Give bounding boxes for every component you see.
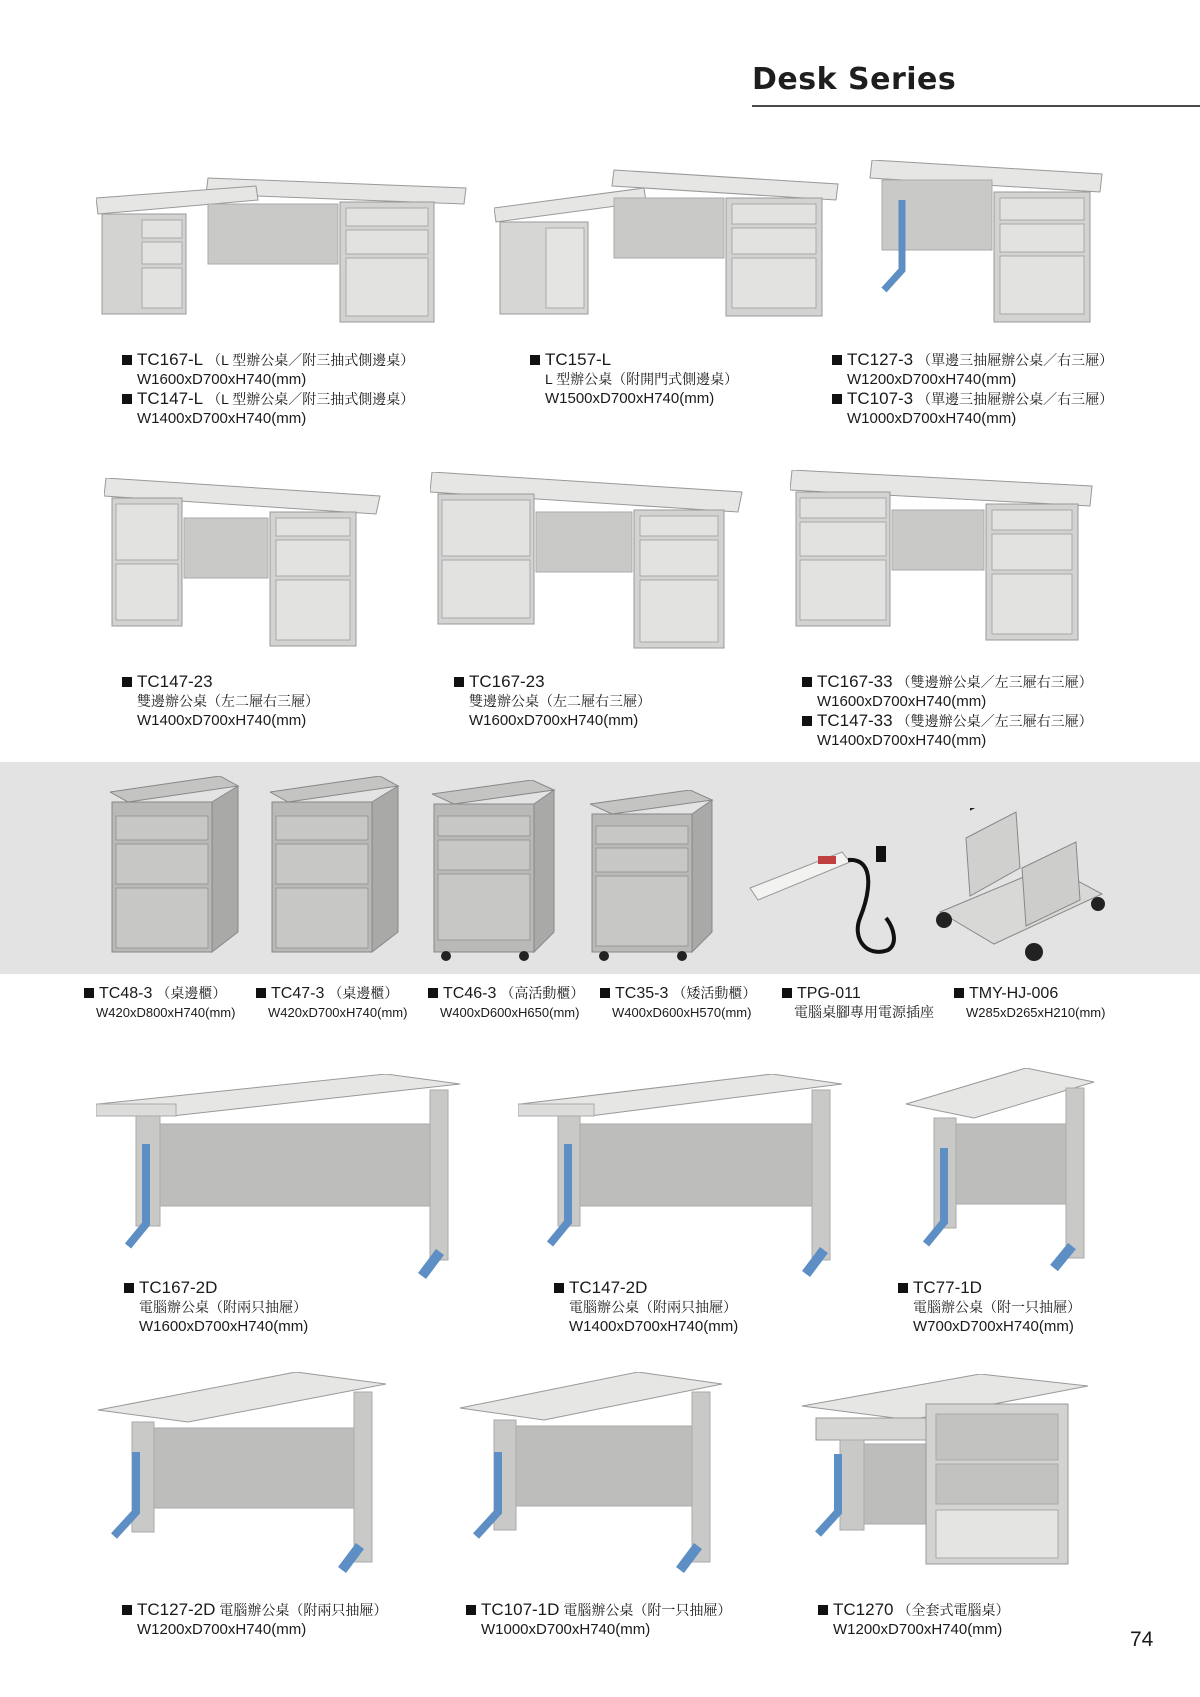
caption-tc167-2d [124,1278,308,1336]
caption-tc167-33 [802,672,1093,750]
product-description: 電腦桌腳專用電源插座 [794,1004,934,1020]
square-bullet-icon [122,355,132,365]
product-code: TC167-33 [817,672,893,691]
caption-line [466,1600,731,1620]
caption-tc47-3 [256,984,407,1022]
square-bullet-icon [124,1283,134,1293]
tmy-hj-006-cpu-stand-image [930,808,1110,964]
caption-tc167-l [122,350,414,428]
square-bullet-icon [122,677,132,687]
product-dimensions: W1600xD700xH740(mm) [139,1318,309,1335]
square-bullet-icon [818,1605,828,1615]
product-code: TC47-3 [271,985,325,1002]
square-bullet-icon [466,1605,476,1615]
product-description: （雙邊辦公桌／左三屜右三屜） [896,674,1093,690]
product-code: TC77-1D [913,1278,982,1297]
caption-line [256,984,407,1003]
product-code: TMY-HJ-006 [969,985,1059,1002]
product-code: TC35-3 [615,985,669,1002]
caption-line [122,1600,387,1620]
tc127-2d-desk-image [96,1372,390,1578]
product-dimensions: W1400xD700xH740(mm) [817,732,987,749]
caption-line [84,984,235,1003]
product-dimensions: W1400xD700xH740(mm) [137,712,307,729]
square-bullet-icon [256,988,266,998]
caption-tc107-1d [466,1600,731,1639]
product-dimensions: W1200xD700xH740(mm) [137,1621,307,1638]
product-description: 電腦辦公桌（附兩只抽屜） [569,1299,737,1315]
tc1270-desk-image [800,1374,1090,1574]
product-dimensions: W285xD265xH210(mm) [966,1005,1106,1020]
tc147-23-desk-image [104,478,384,654]
caption-line [782,984,934,1003]
tc167-l-desk-image [96,168,476,330]
product-description: 電腦辦公桌（附一只抽屜） [913,1299,1081,1315]
product-description: （全套式電腦桌） [897,1602,1010,1618]
page-number: 74 [1130,1628,1154,1651]
product-description: （單邊三抽屜辦公桌／右三屜） [917,352,1114,368]
caption-line [802,672,1093,692]
product-dimensions: W1600xD700xH740(mm) [469,712,639,729]
product-code: TC167-23 [469,672,545,691]
caption-tc77-1d [898,1278,1081,1336]
tpg-011-power-strip-image [748,838,904,964]
product-dimensions: W420xD700xH740(mm) [268,1005,408,1020]
square-bullet-icon [428,988,438,998]
product-description: L 型辦公桌（附開門式側邊桌） [545,371,739,387]
square-bullet-icon [954,988,964,998]
caption-tc127-3 [832,350,1113,428]
product-dimensions: W1600xD700xH740(mm) [137,371,307,388]
product-code: TC157-L [545,350,612,369]
caption-line [454,672,651,692]
square-bullet-icon [122,1605,132,1615]
tc47-3-pedestal-image [270,776,400,962]
square-bullet-icon [802,716,812,726]
product-dimensions: W1200xD700xH740(mm) [833,1621,1003,1638]
tc107-1d-desk-image [458,1372,726,1578]
product-dimensions: W1600xD700xH740(mm) [817,693,987,710]
caption-line [554,1278,738,1298]
product-code: TC46-3 [443,985,497,1002]
product-description: 雙邊辦公桌（左二屜右三屜） [469,693,651,709]
square-bullet-icon [782,988,792,998]
square-bullet-icon [832,394,842,404]
caption-tc127-2d [122,1600,387,1639]
product-description: （桌邊櫃） [156,985,227,1001]
caption-line [122,350,414,370]
square-bullet-icon [122,394,132,404]
product-description: 電腦辦公桌（附兩只抽屜） [219,1602,388,1618]
product-code: TC107-1D [481,1600,560,1619]
product-dimensions: W1200xD700xH740(mm) [847,371,1017,388]
product-code: TC48-3 [99,985,153,1002]
product-description: 雙邊辦公桌（左二屜右三屜） [137,693,319,709]
tc48-3-pedestal-image [110,776,240,962]
product-code: TC1270 [833,1600,894,1619]
product-dimensions: W1000xD700xH740(mm) [847,410,1017,427]
product-description: （高活動櫃） [500,985,585,1001]
product-dimensions: W400xD600xH570(mm) [612,1005,752,1020]
product-dimensions: W1400xD700xH740(mm) [569,1318,739,1335]
product-description: （單邊三抽屜辦公桌／右三屜） [917,391,1114,407]
caption-tpg-011 [782,984,934,1022]
caption-tc46-3 [428,984,584,1022]
product-code: TC147-33 [817,711,893,730]
caption-line [832,350,1113,370]
caption-tc48-3 [84,984,235,1022]
product-code: TPG-011 [797,985,861,1002]
title-underline [752,105,1200,107]
caption-line [802,711,1093,731]
tc147-2d-desk-image [518,1074,844,1286]
tc35-3-mobile-pedestal-image [590,790,714,962]
product-code: TC147-23 [137,672,213,691]
caption-tc167-23 [454,672,651,730]
product-code: TC127-3 [847,350,914,369]
product-description: （L 型辦公桌／附三抽式側邊桌） [207,352,415,368]
square-bullet-icon [530,355,540,365]
product-dimensions: W1400xD700xH740(mm) [137,410,307,427]
caption-line [818,1600,1009,1620]
tc127-3-desk-image [862,160,1107,330]
product-dimensions: W400xD600xH650(mm) [440,1005,580,1020]
product-description: （L 型辦公桌／附三抽式側邊桌） [207,391,415,407]
caption-tc157-l [530,350,738,408]
caption-line [600,984,756,1003]
product-dimensions: W700xD700xH740(mm) [913,1318,1074,1335]
tc46-3-mobile-pedestal-image [432,780,556,962]
square-bullet-icon [554,1283,564,1293]
product-code: TC167-2D [139,1278,218,1297]
tc167-33-desk-image [790,470,1096,650]
caption-tc147-23 [122,672,319,730]
caption-line [832,389,1113,409]
caption-tc1270 [818,1600,1009,1639]
caption-line [428,984,584,1003]
square-bullet-icon [454,677,464,687]
product-dimensions: W420xD800xH740(mm) [96,1005,236,1020]
product-description: 電腦辦公桌（附兩只抽屜） [139,1299,307,1315]
product-code: TC167-L [137,350,204,369]
square-bullet-icon [600,988,610,998]
product-dimensions: W1500xD700xH740(mm) [545,390,715,407]
caption-tc147-2d [554,1278,738,1336]
caption-tc35-3 [600,984,756,1022]
square-bullet-icon [84,988,94,998]
product-description: （桌邊櫃） [328,985,399,1001]
square-bullet-icon [898,1283,908,1293]
product-dimensions: W1000xD700xH740(mm) [481,1621,651,1638]
product-code: TC147-L [137,389,204,408]
product-code: TC127-2D [137,1600,216,1619]
tc77-1d-desk-image [904,1068,1096,1280]
caption-tmy-hj-006 [954,984,1105,1022]
caption-line [124,1278,308,1298]
caption-line [898,1278,1081,1298]
page-title: Desk Series [752,62,957,97]
square-bullet-icon [802,677,812,687]
square-bullet-icon [832,355,842,365]
tc167-2d-desk-image [96,1074,462,1290]
caption-line [530,350,738,370]
product-description: （矮活動櫃） [672,985,757,1001]
product-code: TC147-2D [569,1278,648,1297]
product-description: 電腦辦公桌（附一只抽屜） [563,1602,732,1618]
caption-line [954,984,1105,1003]
caption-line [122,389,414,409]
tc167-23-desk-image [430,472,745,656]
product-code: TC107-3 [847,389,914,408]
tc157-l-desk-image [494,158,844,330]
product-description: （雙邊辦公桌／左三屜右三屜） [896,713,1093,729]
caption-line [122,672,319,692]
